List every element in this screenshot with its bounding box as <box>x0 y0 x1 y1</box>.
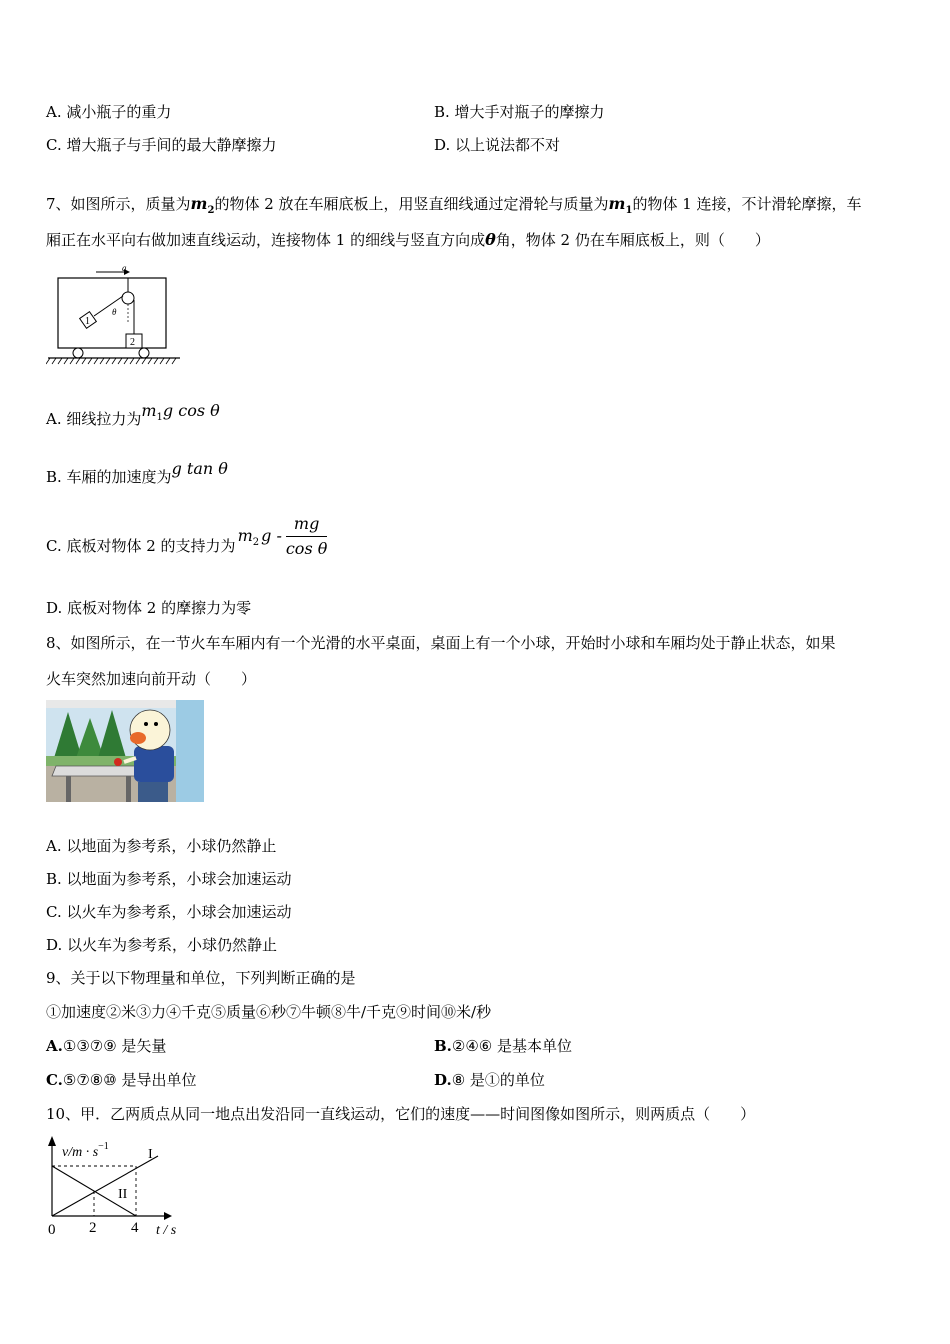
q9-option-a[interactable] <box>46 1036 166 1056</box>
person-head <box>130 710 170 750</box>
q8-stem-line1: 8、如图所示，在一节火车车厢内有一个光滑的水平桌面，桌面上有一个小球，开始时小球和车厢均处于静止状态，如果 <box>46 634 836 652</box>
person-mouth <box>130 732 146 744</box>
fraction-numerator: mg <box>286 514 328 537</box>
q7-option-b-text: B. 车厢的加速度为 <box>46 468 172 486</box>
q7-stem-text: 的物体 2 放在车厢底板上，用竖直细线通过定滑轮与质量为 <box>214 195 609 213</box>
q9-option-d[interactable] <box>434 1070 545 1090</box>
wheel-left <box>73 348 83 358</box>
q7-option-a-formula: $m_1g$ cos θ <box>141 401 220 424</box>
q7-option-a[interactable] <box>46 401 220 441</box>
series-label-II: II <box>118 1187 128 1202</box>
option-label: B. <box>434 1037 452 1055</box>
block-1-label: 1 <box>85 316 90 327</box>
option-text: ⑧ 是①的单位 <box>451 1071 545 1089</box>
q7-stem-text: 厢正在水平向右做加速直线运动，连接物体 1 的细线与竖直方向成 <box>46 231 486 249</box>
q8-option-d[interactable]: D. 以火车为参考系，小球仍然静止 <box>46 936 278 954</box>
q8-option-b[interactable]: B. 以地面为参考系，小球会加速运动 <box>46 870 292 888</box>
block-2-label: 2 <box>130 337 135 348</box>
v-axis-arrowhead <box>48 1136 56 1146</box>
series-line-I <box>52 1156 158 1216</box>
q7-stem-text: 角，物体 2 仍在车厢底板上，则（ ） <box>495 231 770 249</box>
q9-stem: 9、关于以下物理量和单位，下列判断正确的是 <box>46 969 356 987</box>
table-leg <box>66 776 71 802</box>
series-label-I: I <box>148 1147 153 1162</box>
q9-option-c[interactable] <box>46 1070 196 1090</box>
wheel-right <box>139 348 149 358</box>
fraction-denominator: cos θ <box>285 539 328 558</box>
q9-item-list: ①加速度②米③力④千克⑤质量⑥秒⑦牛顿⑧牛/千克⑨时间⑩米/秒 <box>46 1003 492 1021</box>
q8-option-c[interactable]: C. 以火车为参考系，小球会加速运动 <box>46 903 292 921</box>
q7-stem-text: 的物体 1 连接，不计滑轮摩擦，车 <box>632 195 862 213</box>
v-axis-label: $v/m \cdot s^{-1}$ <box>62 1141 109 1160</box>
q7-carriage-figure <box>46 264 182 368</box>
q8-stem-line2: 火车突然加速向前开动（ ） <box>46 670 257 688</box>
q7-option-a-text: A. 细线拉力为 <box>46 410 142 428</box>
q6-option-d[interactable]: D. 以上说法都不对 <box>434 136 561 154</box>
q10-vt-graph <box>44 1134 190 1240</box>
t-axis-label: t / s <box>156 1223 177 1238</box>
option-text: ①③⑦⑨ 是矢量 <box>62 1037 167 1055</box>
angle-label: θ <box>112 307 117 317</box>
option-text: ②④⑥ 是基本单位 <box>451 1037 573 1055</box>
ball-icon <box>114 758 122 766</box>
q7-stem-line1 <box>46 194 862 221</box>
q7-option-b[interactable] <box>46 459 228 492</box>
q7-option-c-text: C. 底板对物体 2 的支持力为 <box>46 536 236 555</box>
q10-stem: 10、甲．乙两质点从同一地点出发沿同一直线运动，它们的速度——时间图像如图所示，则两质点（ ） <box>46 1105 756 1123</box>
person-body <box>134 746 174 782</box>
option-text: ⑤⑦⑧⑩ 是导出单位 <box>62 1071 197 1089</box>
tick-label-2: 2 <box>89 1220 97 1236</box>
q8-option-a[interactable]: A. 以地面为参考系，小球仍然静止 <box>46 837 277 855</box>
t-axis-arrowhead <box>164 1212 172 1220</box>
q7-option-c[interactable] <box>46 514 327 559</box>
q7-option-b-formula: g tan θ <box>171 459 228 478</box>
q7-stem-line2 <box>46 230 770 250</box>
q7-stem-text: 7、如图所示，质量为 <box>46 195 191 213</box>
q9-option-b[interactable] <box>434 1036 572 1056</box>
table-top <box>52 766 142 776</box>
option-label: A. <box>46 1037 63 1055</box>
pulley <box>122 292 134 304</box>
option-label: C. <box>46 1071 63 1089</box>
q7-option-c-formula: $m_2$ g - $\frac{mg}{\text{cos θ}}$ <box>237 514 328 558</box>
q7-option-d[interactable]: D. 底板对物体 2 的摩擦力为零 <box>46 599 252 617</box>
tick-label-0: 0 <box>48 1222 56 1238</box>
q6-option-a[interactable]: A. 减小瓶子的重力 <box>46 103 172 121</box>
q7-m1-symbol: $m_1$ <box>608 194 633 217</box>
q6-option-b[interactable]: B. 增大手对瓶子的摩擦力 <box>434 103 605 121</box>
q7-m2-symbol: $m_2$ <box>190 194 215 217</box>
accel-label: a <box>122 264 127 273</box>
table-leg <box>126 776 131 802</box>
q6-option-c[interactable]: C. 增大瓶子与手间的最大静摩擦力 <box>46 136 277 154</box>
q7-theta-symbol: θ <box>485 230 496 249</box>
q8-train-illustration <box>46 700 204 802</box>
ground-hatching <box>46 358 176 364</box>
option-label: D. <box>434 1071 452 1089</box>
string-to-block1 <box>94 296 123 316</box>
tick-label-4: 4 <box>131 1220 139 1236</box>
